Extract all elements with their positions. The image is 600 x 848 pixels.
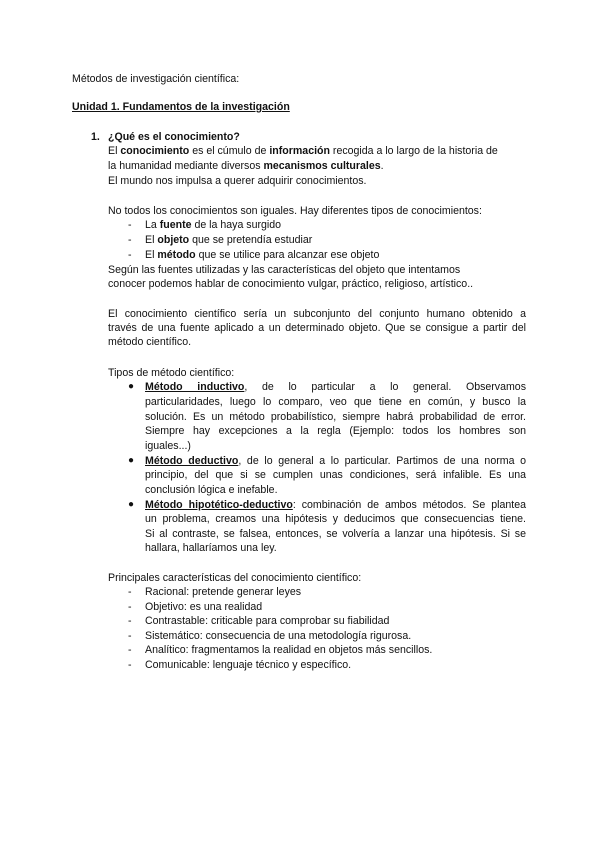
list-item: Sistemático: consecuencia de una metodología rigurosa. (145, 630, 412, 642)
list-item: La fuente de la haya surgido (145, 219, 282, 231)
paragraph-line: Principales características del conocimiento científico: (108, 572, 362, 584)
method-line: Método inductivo, de lo particular a lo general. Observamos (145, 381, 526, 393)
dash-bullet: - (128, 249, 132, 261)
bullet-icon: ● (128, 381, 135, 392)
document-title: Métodos de investigación científica: (72, 73, 240, 85)
method-line: hallara, hallaríamos una ley. (145, 542, 277, 554)
paragraph-line: conocer podemos hablar de conocimiento vulgar, práctico, religioso, artístico.. (108, 278, 474, 290)
dash-bullet: - (128, 219, 132, 231)
list-item: Analítico: fragmentamos la realidad en objetos más sencillos. (145, 644, 433, 656)
list-item: Objetivo: es una realidad (145, 601, 263, 613)
dash-bullet: - (128, 659, 132, 671)
dash-bullet: - (128, 630, 132, 642)
method-line: principio, del que si se cumplen unas condiciones, será infalible. Es una (145, 469, 526, 481)
paragraph-line: No todos los conocimientos son iguales. Hay diferentes tipos de conocimientos: (108, 205, 482, 217)
dash-bullet: - (128, 586, 132, 598)
bullet-icon: ● (128, 499, 135, 510)
dash-bullet: - (128, 644, 132, 656)
method-line: conclusión lógica e inefable. (145, 484, 278, 496)
method-line: Método hipotético-deductivo: combinación de ambos métodos. Se plantea (145, 499, 526, 511)
section-title: ¿Qué es el conocimiento? (108, 131, 240, 143)
list-item: Racional: pretende generar leyes (145, 586, 302, 598)
list-item: El método que se utilice para alcanzar ese objeto (145, 249, 380, 261)
paragraph-line: El mundo nos impulsa a querer adquirir conocimientos. (108, 175, 367, 187)
unit-heading: Unidad 1. Fundamentos de la investigación (72, 101, 290, 113)
list-item: El objeto que se pretendía estudiar (145, 234, 313, 246)
dash-bullet: - (128, 615, 132, 627)
dash-bullet: - (128, 601, 132, 613)
paragraph-line: El conocimiento es el cúmulo de información recogida a lo largo de la historia de (108, 145, 498, 157)
method-line: particularidades, luego lo comparo, veo que tiene en común, y busco la (145, 396, 526, 408)
dash-bullet: - (128, 234, 132, 246)
paragraph-line: Tipos de método científico: (108, 367, 235, 379)
paragraph-line: través de una fuente aplicado a un determinado objeto. Que se consigue a partir del (108, 322, 526, 334)
bullet-icon: ● (128, 455, 135, 466)
paragraph-line: El conocimiento científico sería un subconjunto del conjunto humano obtenido a (108, 308, 526, 320)
list-item: Comunicable: lenguaje técnico y específico. (145, 659, 352, 671)
method-line: un problema, creamos una hipótesis y deducimos que consecuencias tiene. (145, 513, 526, 525)
paragraph-line: método científico. (108, 336, 192, 348)
paragraph-line: la humanidad mediante diversos mecanismos culturales. (108, 160, 384, 172)
method-line: Siempre hay excepciones a la regla (Ejemplo: todos los hombres son (145, 425, 526, 437)
method-line: iguales...) (145, 440, 191, 452)
list-item: Contrastable: criticable para comprobar su fiabilidad (145, 615, 390, 627)
method-line: solución. Es un método probabilístico, siempre habrá probabilidad de error. (145, 411, 526, 423)
method-line: Método deductivo, de lo general a lo particular. Partimos de una norma o (145, 455, 526, 467)
method-line: Si al contraste, se falsea, entonces, se volvería a lanzar una hipótesis. Si se (145, 528, 526, 540)
section-number: 1. (91, 131, 100, 143)
paragraph-line: Según las fuentes utilizadas y las características del objeto que intentamos (108, 264, 461, 276)
